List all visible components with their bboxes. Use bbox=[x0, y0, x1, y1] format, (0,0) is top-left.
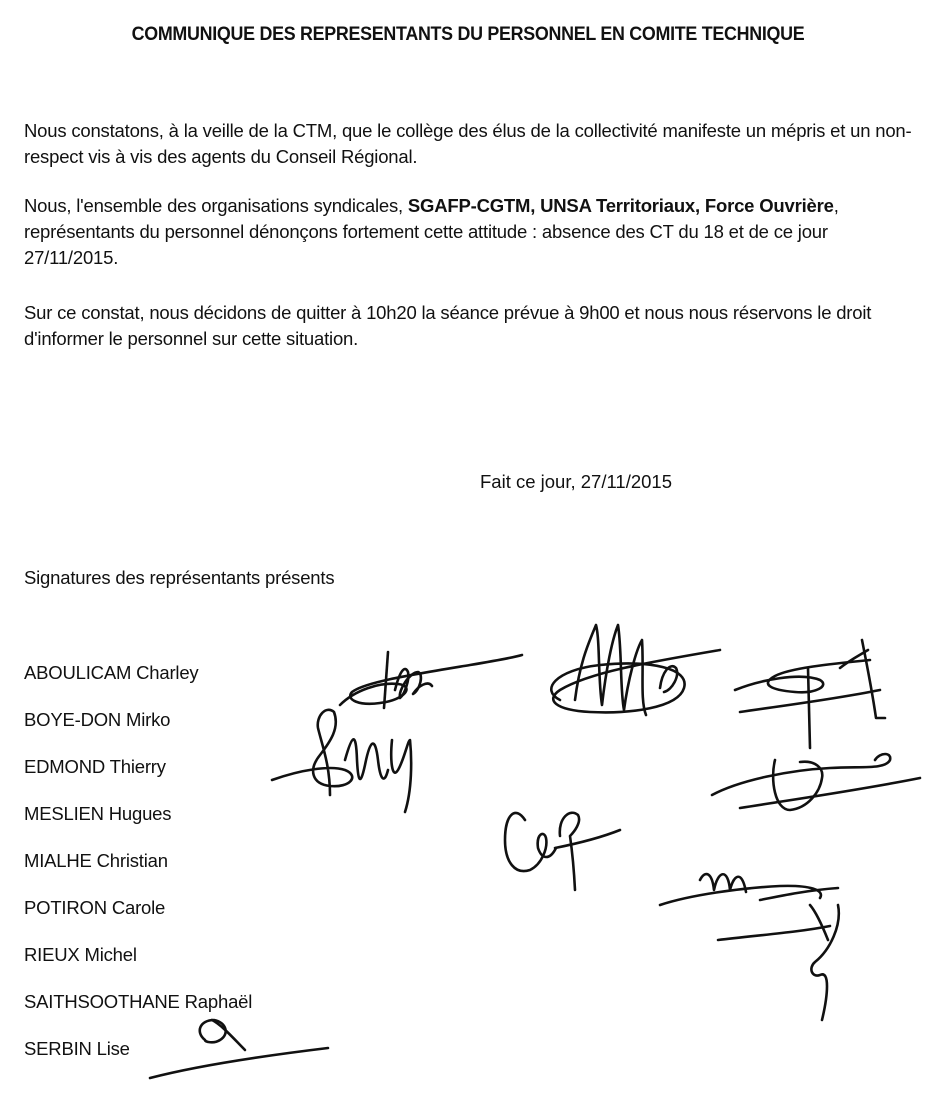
representative-name: SERBIN Lise bbox=[24, 1038, 130, 1059]
representative-name: SAITHSOOTHANE Raphaël bbox=[24, 991, 253, 1012]
representatives-list bbox=[24, 660, 252, 1083]
union-names: SGAFP-CGTM, UNSA Territoriaux, Force Ouvrière bbox=[407, 195, 834, 216]
representative-name: MIALHE Christian bbox=[24, 850, 168, 871]
representative-name: RIEUX Michel bbox=[24, 944, 137, 965]
representative-name: POTIRON Carole bbox=[24, 897, 166, 918]
representative-name: BOYE-DON Mirko bbox=[24, 709, 171, 730]
paragraph-observation: Nous constatons, à la veille de la CTM, que le collège des élus de la collectivité manifeste un mépris et un non-respect vis à vis des agents du Conseil Régional. bbox=[24, 120, 912, 167]
signatures-heading: Signatures des représentants présents bbox=[24, 567, 335, 588]
paragraph-unions bbox=[24, 193, 924, 271]
signature-1 bbox=[340, 652, 522, 708]
paragraph-unions-lead: Nous, l'ensemble des organisations syndicales, bbox=[24, 195, 408, 216]
paragraph-decision: Sur ce constat, nous décidons de quitter à 10h20 la séance prévue à 9h00 et nous nous réservons le droit d'informer le personnel sur cette situation. bbox=[24, 302, 872, 349]
signature-6 bbox=[505, 813, 620, 890]
signature-5 bbox=[712, 754, 920, 810]
signature-4 bbox=[735, 640, 885, 748]
signature-2 bbox=[272, 710, 411, 812]
representative-name: MESLIEN Hugues bbox=[24, 803, 172, 824]
representative-name: ABOULICAM Charley bbox=[24, 662, 199, 683]
dateline: Fait ce jour, 27/11/2015 bbox=[480, 471, 672, 492]
signature-3 bbox=[551, 625, 720, 715]
paragraph-unions-tail: , représentants du personnel dénonçons fortement cette attitude : absence des CT du 18 et de ce jour 27/11/2015. bbox=[24, 195, 839, 268]
document-title: COMMUNIQUE DES REPRESENTANTS DU PERSONNEL EN COMITE TECHNIQUE bbox=[131, 24, 805, 45]
signature-7 bbox=[660, 874, 839, 1020]
representative-name: EDMOND Thierry bbox=[24, 756, 166, 777]
